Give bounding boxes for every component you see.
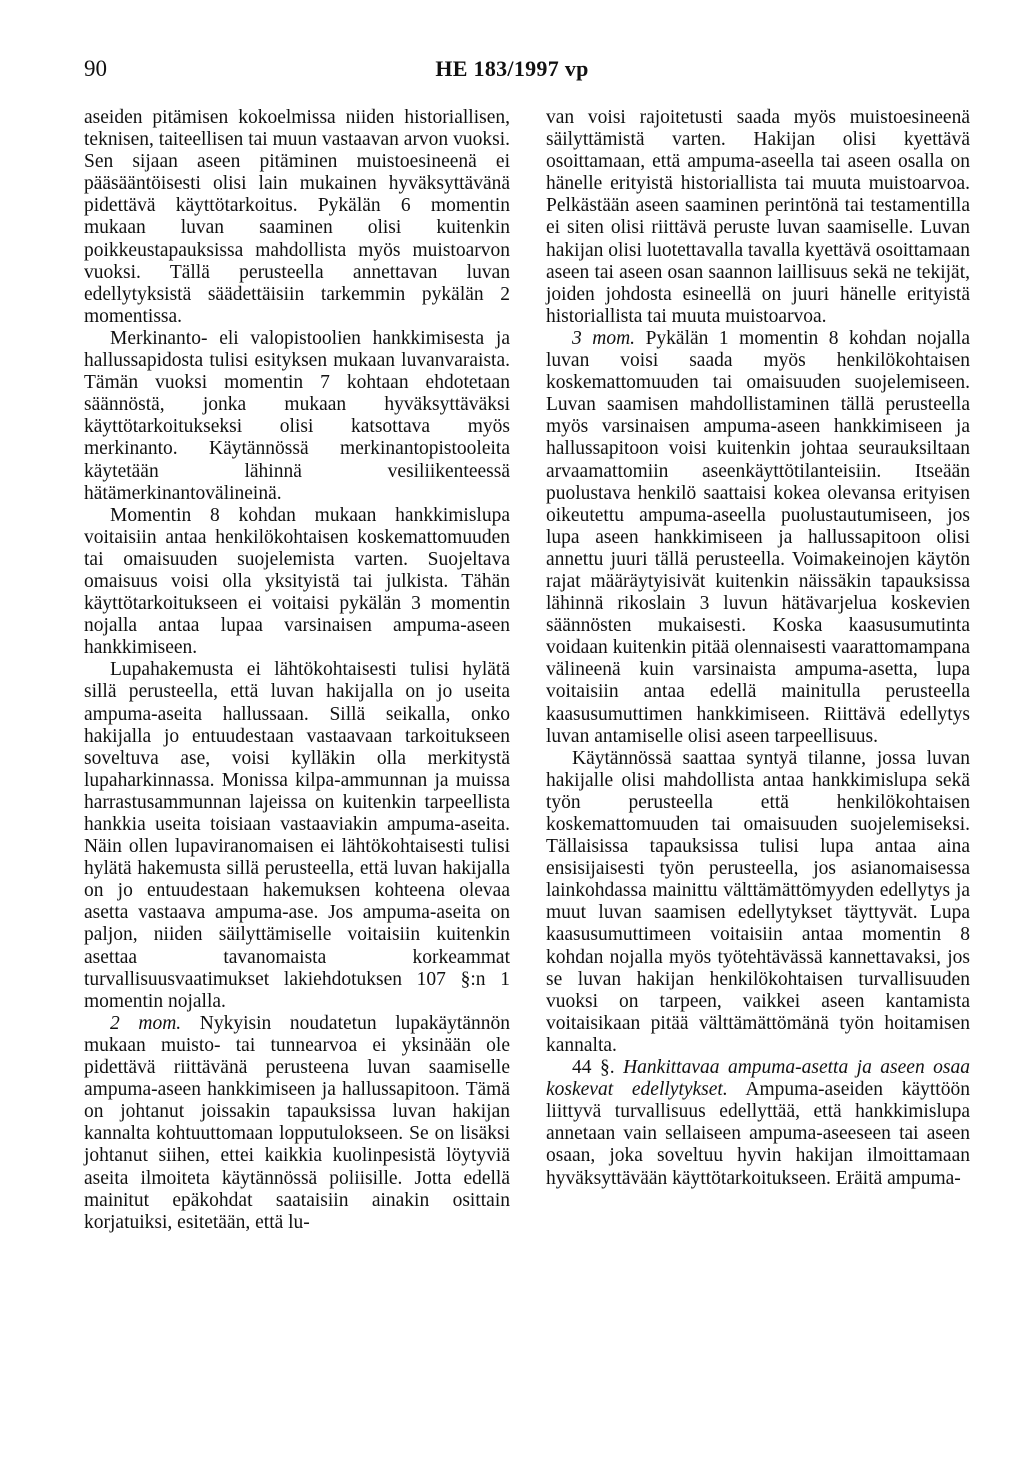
mom3-label: 3 mom. (572, 327, 636, 349)
section-text: Ampuma-aseiden käyttöön liittyvä turvallisuus edellyttää, että hankkimislupa annetaan vain sellaiseen ampuma-aseeseen tai aseen osaan, joka soveltuu hyvin hakijan ilmoittamaan hyväksyttävään käyttötarkoitukseen. Eräitä ampuma- (546, 1079, 970, 1189)
left-column (84, 107, 510, 1234)
page-number: 90 (84, 56, 107, 81)
section-number: 44 §. (572, 1057, 615, 1079)
paragraph: Merkinanto- eli valopistoolien hankkimisesta ja hallussapidosta tulisi esityksen mukaan luvanvaraista. Tämän vuoksi momentin 7 kohtaan ehdotetaan säännöstä, jonka mukaan hyväksyttäväksi käyttötarkoitukseksi olisi katsottava myös merkinanto. Käytännössä merkinantopistooleita käytetään lähinnä vesiliikenteessä hätämerkinantovälineinä. (84, 327, 510, 504)
paragraph: Lupahakemusta ei lähtökohtaisesti tulisi hylätä sillä perusteella, että luvan hakijalla on jo useita ampuma-aseita hallussaan. Sillä seikalla, onko hakijalla jo entuudestaan vastaavaan tarkoitukseen soveltuva ase, voisi kylläkin olla merkitystä lupaharkinnassa. Monissa kilpa-ammunnan ja muissa harrastusammunnan lajeissa on kuitenkin tarpeellista hankkia useita toisiaan vastaaviakin ampuma-aseita. Näin ollen lupaviranomaisen ei lähtökohtaisesti tulisi hylätä hakemusta sillä perusteella, että luvan hakijalla on jo entuudestaan hakemuksen kohteena olevaa asetta vastaava ampuma-ase. Jos ampuma-aseita on paljon, niiden säilyttämiselle voitaisiin kuitenkin asettaa tavanomaista korkeammat turvallisuusvaatimukset lakiehdotuksen 107 §:n 1 momentin nojalla. (84, 659, 510, 1012)
section-title: Hankittavaa ampuma-asetta ja aseen osaa koskevat edellytykset. (546, 1057, 971, 1101)
paragraph: van voisi rajoitetusti saada myös muistoesineenä säilyttämistä varten. Hakijan olisi kyettävä osoittamaan, että ampuma-aseella tai aseen osalla on hänelle erityistä historiallista tai muuta muistoarvoa. Pelkästään aseen saaminen perintönä tai testamentilla ei siten olisi riittävä peruste luvan saamiselle. Luvan hakijan olisi luotettavalla tavalla kyettävä osoittamaan aseen tai aseen osan saannon laillisuus sekä ne tekijät, joiden johdosta esineellä on juuri hänelle erityistä historiallista tai muuta muistoarvoa. (546, 107, 970, 327)
paragraph: Momentin 8 kohdan mukaan hankkimislupa voitaisiin antaa henkilökohtaisen koskemattomuuden tai omaisuuden suojelemista varten. Suojeltava omaisuus voisi olla yksityistä tai julkista. Tähän käyttötarkoitukseen ei voitaisi pykälän 3 momentin nojalla antaa lupaa varsinaisen ampuma-aseen hankkimiseen. (84, 504, 510, 659)
paragraph: aseiden pitämisen kokoelmissa niiden historiallisen, teknisen, taiteellisen tai muun vastaavan arvon vuoksi. Sen sijaan aseen pitäminen muistoesineenä ei pääsääntöisesti olisi lain mukainen hyväksyttävänä pidettävä käyttötarkoitus. Pykälän 6 momentin mukaan luvan saaminen olisi kuitenkin poikkeustapauksissa mahdollista myös muistoarvon vuoksi. Tällä perusteella annettavan luvan edellytyksistä säädettäisiin tarkemmin pykälän 2 momentissa. (84, 107, 510, 327)
mom3-text: Pykälän 1 momentin 8 kohdan nojalla luvan voisi saada myös henkilökohtaisen koskemattomuuden tai omaisuuden suojelemiseen. Luvan saamisen mahdollistaminen tällä perusteella myös varsinaisen ampuma-aseen hankkimiseen ja hallussapitoon voisi kuitenkin johtaa seurauksiltaan arvaamattomiin aseenkäyttötilanteisiin. Itseään puolustava henkilö saattaisi kokea olevansa erityisen oikeutettu ampuma-aseella puolustautumiseen, jos lupa aseen hankkimiseen ja hallussapitoon olisi annettu juuri tällä perusteella. Voimakeinojen käytön rajat määräytyisivät kuitenkin näissäkin tapauksissa lähinnä rikoslain 3 luvun hätävarjelua koskevien säännösten mukaisesti. Koska kaasusumutinta voidaan kuitenkin pitää olennaisesti vaarattomampana välineenä kuin varsinaista ampuma-asetta, lupa voitaisiin antaa edellä mainitulla perusteella kaasusumuttimen hankkimiseen. Riittävä edellytys luvan antamiselle olisi aseen tarpeellisuus. (546, 327, 971, 747)
section-44-paragraph (546, 1057, 970, 1190)
paragraph-mom2 (84, 1013, 510, 1234)
right-column (546, 107, 970, 1190)
paragraph: Käytännössä saattaa syntyä tilanne, jossa luvan hakijalle olisi mahdollista antaa hankkimislupa sekä työn perusteella että henkilökohtaisen koskemattomuuden tai omaisuuden suojelemiseksi. Tällaisissa tapauksissa tulisi lupa antaa aina ensisijaisesti työn perusteella, jos asianomaisessa lainkohdassa mainittu välttämättömyyden edellytys ja muut luvan saamisen edellytykset täyttyvät. Lupa kaasusumuttimeen voitaisiin antaa momentin 8 kohdan nojalla myös työtehtävässä kannettavaksi, jos se luvan hakijan henkilökohtaisen turvallisuuden vuoksi on tarpeen, vaikkei aseen kantamista voitaisikaan pitää välttämättömänä työn hoitamisen kannalta. (546, 747, 970, 1056)
document-header: HE 183/1997 vp (435, 56, 589, 81)
mom2-label: 2 mom. (110, 1012, 182, 1034)
paragraph-mom3 (546, 328, 970, 748)
mom2-text: Nykyisin noudatetun lupakäytännön mukaan muisto- tai tunnearvoa ei yksinään ole pidettävä riittävänä perusteena luvan saamiselle ampuma-aseen hankkimiseen ja hallussapitoon. Tämä on johtanut joissakin tapauksissa luvan hakijan kannalta kohtuuttomaan lopputulokseen. Se on lisäksi johtanut siihen, ettei kaikkia kuolinpesistä löytyviä aseita ilmoiteta käytännössä poliisille. Jotta edellä mainitut epäkohdat saataisiin ainakin osittain korjatuiksi, esitetään, että lu- (84, 1012, 510, 1233)
